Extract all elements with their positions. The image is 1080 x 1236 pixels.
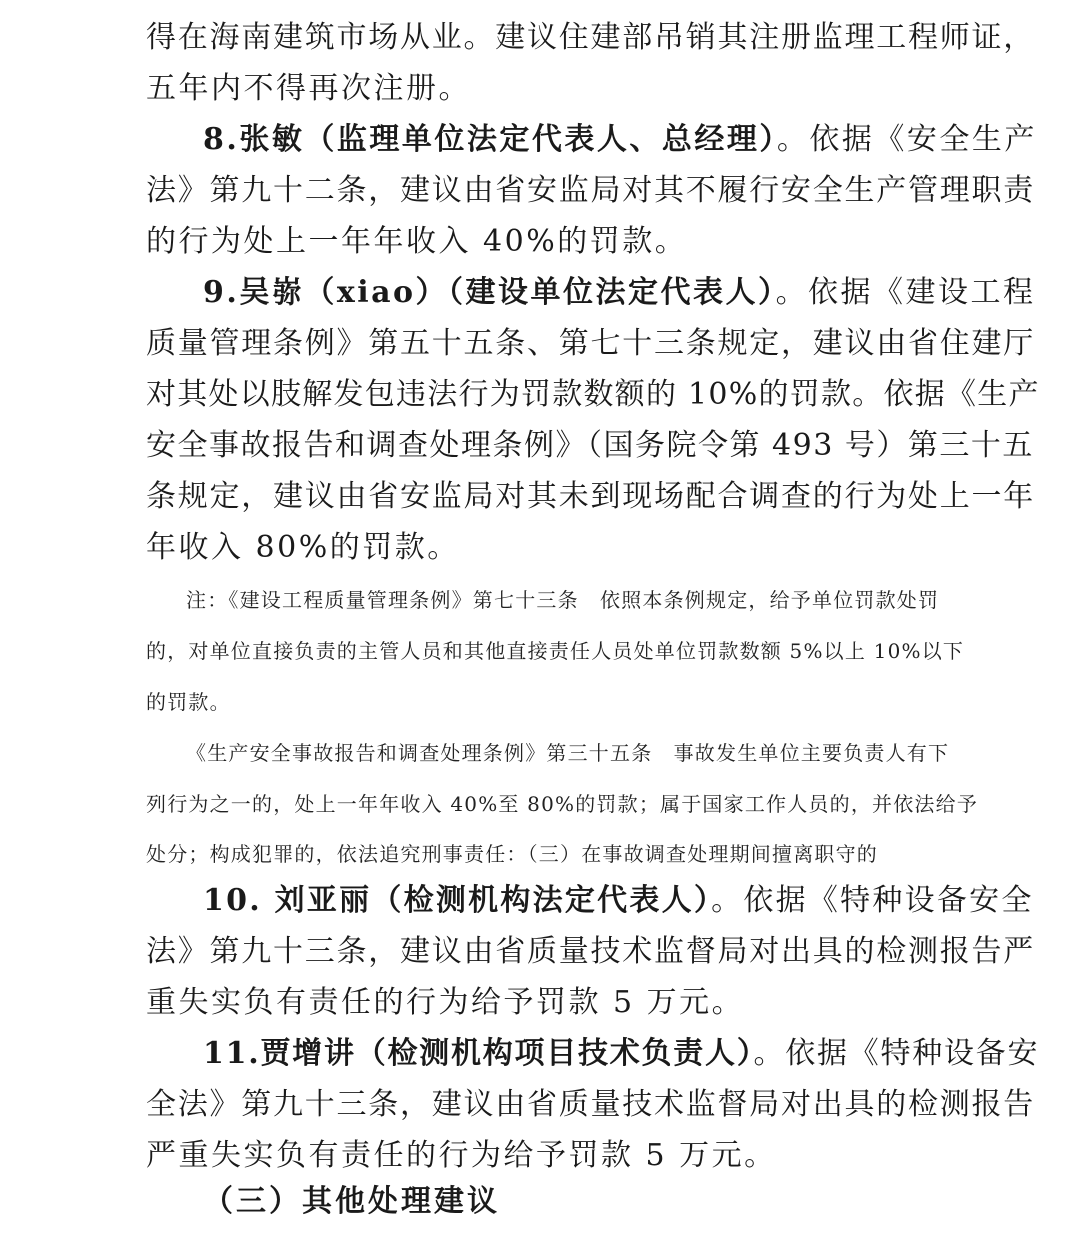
note-line-4: 《生产安全事故报告和调查处理条例》第三十五条 事故发生单位主要负责人有下 — [186, 741, 950, 765]
item10-line-3: 重失实负有责任的行为给予罚款 5 万元。 — [146, 985, 745, 1020]
intro-line-2: 五年内不得再次注册。 — [146, 71, 471, 106]
item11-line-2: 全法》第九十三条，建议由省质量技术监督局对出具的检测报告 — [146, 1087, 1035, 1122]
item9-line-2: 质量管理条例》第五十五条、第七十三条规定，建议由省住建厅 — [146, 326, 1035, 361]
item8-line-1 — [203, 120, 1037, 160]
section-heading: （三）其他处理建议 — [203, 1184, 500, 1219]
item8-line-2: 法》第九十二条，建议由省安监局对其不履行安全生产管理职责 — [146, 173, 1035, 208]
item9-line-1 — [203, 273, 1036, 313]
item10-line-2: 法》第九十三条，建议由省质量技术监督局对出具的检测报告严 — [146, 934, 1035, 969]
note-line-5: 列行为之一的，处上一年年收入 40%至 80%的罚款；属于国家工作人员的，并依法给予 — [146, 792, 979, 816]
item8-line1-rest: 。依据《安全生产 — [776, 122, 1037, 157]
item10-line1-rest: 。依据《特种设备安全 — [711, 883, 1034, 918]
item8-line-3: 的行为处上一年年收入 40%的罚款。 — [146, 224, 688, 259]
item11-line-1 — [203, 1034, 1039, 1074]
note-line-3: 的罚款。 — [146, 690, 231, 714]
item9-line-4: 安全事故报告和调查处理条例》（国务院令第 493 号）第三十五 — [146, 428, 1034, 463]
intro-line-1: 得在海南建筑市场从业。建议住建部吊销其注册监理工程师证， — [146, 20, 1035, 55]
item8-lead: 8.张敏（监理单位法定代表人、总经理） — [203, 122, 777, 157]
item10-lead: 10. 刘亚丽（检测机构法定代表人） — [203, 883, 712, 918]
note-line-1: 注：《建设工程质量管理条例》第七十三条 依照本条例规定，给予单位罚款处罚 — [186, 588, 940, 612]
item11-line-3: 严重失实负有责任的行为给予罚款 5 万元。 — [146, 1138, 777, 1173]
item9-line-3: 对其处以肢解发包违法行为罚款数额的 10%的罚款。依据《生产 — [146, 377, 1040, 412]
item11-line1-rest: 。依据《特种设备安 — [753, 1036, 1040, 1071]
item11-lead: 11.贾增讲（检测机构项目技术负责人） — [203, 1036, 754, 1071]
item9-line-6: 年收入 80%的罚款。 — [146, 530, 460, 565]
item9-line1-rest: 。依据《建设工程 — [775, 275, 1036, 310]
note-line-2: 的，对单位直接负责的主管人员和其他直接责任人员处单位罚款数额 5%以上 10%以下 — [146, 639, 965, 663]
item9-lead: 9.吴㟜（xiao）（建设单位法定代表人） — [203, 275, 776, 310]
item10-line-1 — [203, 881, 1034, 921]
item9-line-5: 条规定，建议由省安监局对其未到现场配合调查的行为处上一年 — [146, 479, 1035, 514]
note-line-6: 处分；构成犯罪的，依法追究刑事责任：（三）在事故调查处理期间擅离职守的 — [146, 842, 878, 866]
